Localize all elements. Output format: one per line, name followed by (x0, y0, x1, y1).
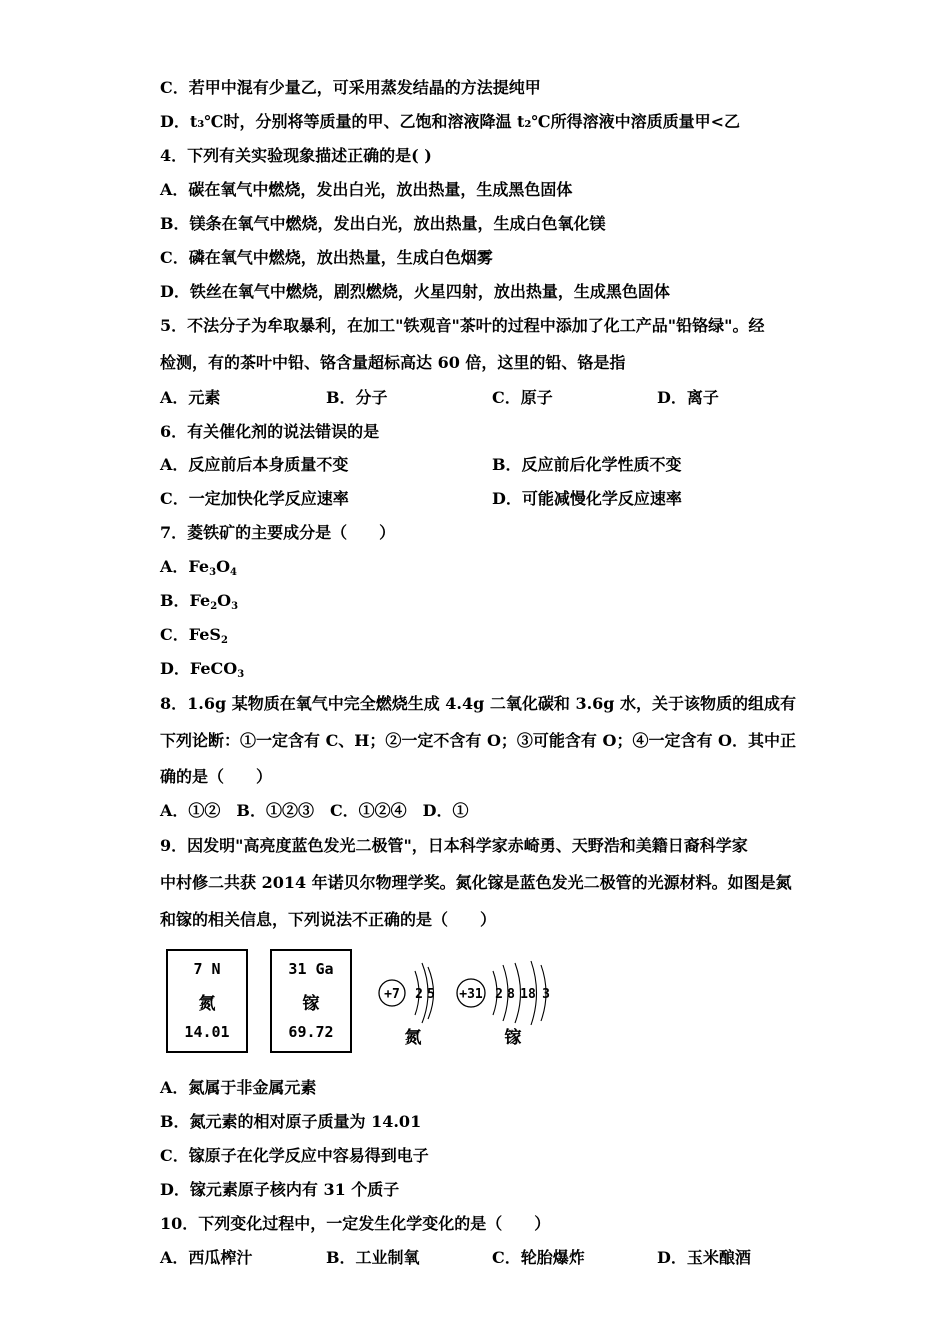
nitrogen-nucleus-charge: +7 (384, 987, 400, 1002)
q3-option-c: C．若甲中混有少量乙，可采用蒸发结晶的方法提纯甲 (160, 78, 541, 97)
q10-option-d: D．玉米酿酒 (657, 1248, 751, 1267)
q6-option-b: B．反应前后化学性质不变 (492, 455, 682, 474)
q9-option-d: D．镓元素原子核内有 31 个质子 (160, 1180, 400, 1199)
q9-option-c: C．镓原子在化学反应中容易得到电子 (160, 1146, 429, 1165)
q9-option-b: B．氮元素的相对原子质量为 14.01 (160, 1112, 422, 1131)
q7-option-d: D．FeCO$_3$ (160, 659, 245, 680)
element-card-mass: 14.01 (184, 1023, 230, 1041)
element-card-header: 7 N (193, 960, 221, 978)
q6-option-a: A．反应前后本身质量不变 (160, 455, 349, 474)
gallium-shell-4: 3 (542, 987, 550, 1002)
q8-stem-line1: 8．1.6g 某物质在氧气中完全燃烧生成 4.4g 二氧化碳和 3.6g 水，关于该物质的组成有 (160, 694, 797, 713)
q10-option-b: B．工业制氧 (326, 1248, 420, 1267)
q7-option-c: C．FeS$_2$ (160, 625, 228, 646)
q7-stem: 7．菱铁矿的主要成分是（ ） (160, 523, 396, 542)
q10-option-c: C．轮胎爆炸 (492, 1248, 585, 1267)
gallium-nucleus-charge: +31 (459, 987, 483, 1002)
q10-stem: 10．下列变化过程中，一定发生化学变化的是（ ） (160, 1214, 551, 1233)
atomic-structure-diagram (375, 955, 575, 1055)
element-card-name: 镓 (302, 994, 320, 1014)
q3-option-d: D．t₃℃时，分别将等质量的甲、乙饱和溶液降温 t₂℃所得溶液中溶质质量甲<乙 (160, 112, 740, 131)
nitrogen-shell-1: 2 (415, 987, 423, 1002)
q9-option-a: A．氮属于非金属元素 (160, 1078, 317, 1097)
q4-option-b: B．镁条在氧气中燃烧，发出白光，放出热量，生成白色氧化镁 (160, 214, 606, 233)
q8-stem-line3: 确的是（ ） (160, 767, 273, 786)
q5-option-a: A．元素 (160, 388, 221, 407)
gallium-shell-3: 18 (520, 987, 536, 1002)
gallium-shell-2: 8 (507, 987, 515, 1002)
nitrogen-atom-diagram (379, 963, 435, 1048)
q5-stem-line2: 检测，有的茶叶中铅、铬含量超标高达 60 倍，这里的铅、铬是指 (160, 353, 626, 372)
q7-option-a: A．$Fe_3O_4$ (160, 557, 237, 578)
q5-option-d: D．离子 (657, 388, 719, 407)
q4-option-d: D．铁丝在氧气中燃烧，剧烈燃烧，火星四射，放出热量，生成黑色固体 (160, 282, 670, 301)
q6-option-d: D．可能减慢化学反应速率 (492, 489, 682, 508)
nitrogen-atom-label: 氮 (404, 1028, 422, 1048)
q5-option-c: C．原子 (492, 388, 553, 407)
q9-stem-line3: 和镓的相关信息，下列说法不正确的是（ ） (160, 910, 497, 929)
q8-options: A．①② B．①②③ C．①②④ D．① (160, 801, 469, 820)
element-card-nitrogen (166, 949, 248, 1053)
q4-stem: 4．下列有关实验现象描述正确的是( ) (160, 146, 432, 165)
gallium-atom-label: 镓 (504, 1028, 522, 1048)
q9-stem-line1: 9．因发明"高亮度蓝色发光二极管"，日本科学家赤崎勇、天野浩和美籍日裔科学家 (160, 836, 748, 855)
element-card-gallium (270, 949, 352, 1053)
q10-option-a: A．西瓜榨汁 (160, 1248, 253, 1267)
q5-stem-line1: 5．不法分子为牟取暴利，在加工"铁观音"茶叶的过程中添加了化工产品"铅铬绿"。经 (160, 316, 765, 335)
q4-option-c: C．磷在氧气中燃烧，放出热量，生成白色烟雾 (160, 248, 493, 267)
q4-option-a: A．碳在氧气中燃烧，发出白光，放出热量，生成黑色固体 (160, 180, 573, 199)
gallium-shell-1: 2 (495, 987, 503, 1002)
q7-option-b: B．$Fe_2O_3$ (160, 591, 239, 612)
q6-option-c: C．一定加快化学反应速率 (160, 489, 349, 508)
gallium-atom-diagram (457, 961, 550, 1048)
q5-option-b: B．分子 (326, 388, 388, 407)
element-card-name: 氮 (198, 994, 216, 1014)
element-card-mass: 69.72 (288, 1023, 334, 1041)
element-card-header: 31 Ga (288, 960, 334, 978)
q8-stem-line2: 下列论断：①一定含有 C、H；②一定不含有 O；③可能含有 O；④一定含有 O．其中正 (160, 731, 796, 750)
q9-stem-line2: 中村修二共获 2014 年诺贝尔物理学奖。氮化镓是蓝色发光二极管的光源材料。如图是氮 (160, 873, 792, 892)
nitrogen-shell-2: 5 (427, 987, 435, 1002)
q6-stem: 6．有关催化剂的说法错误的是 (160, 422, 380, 441)
